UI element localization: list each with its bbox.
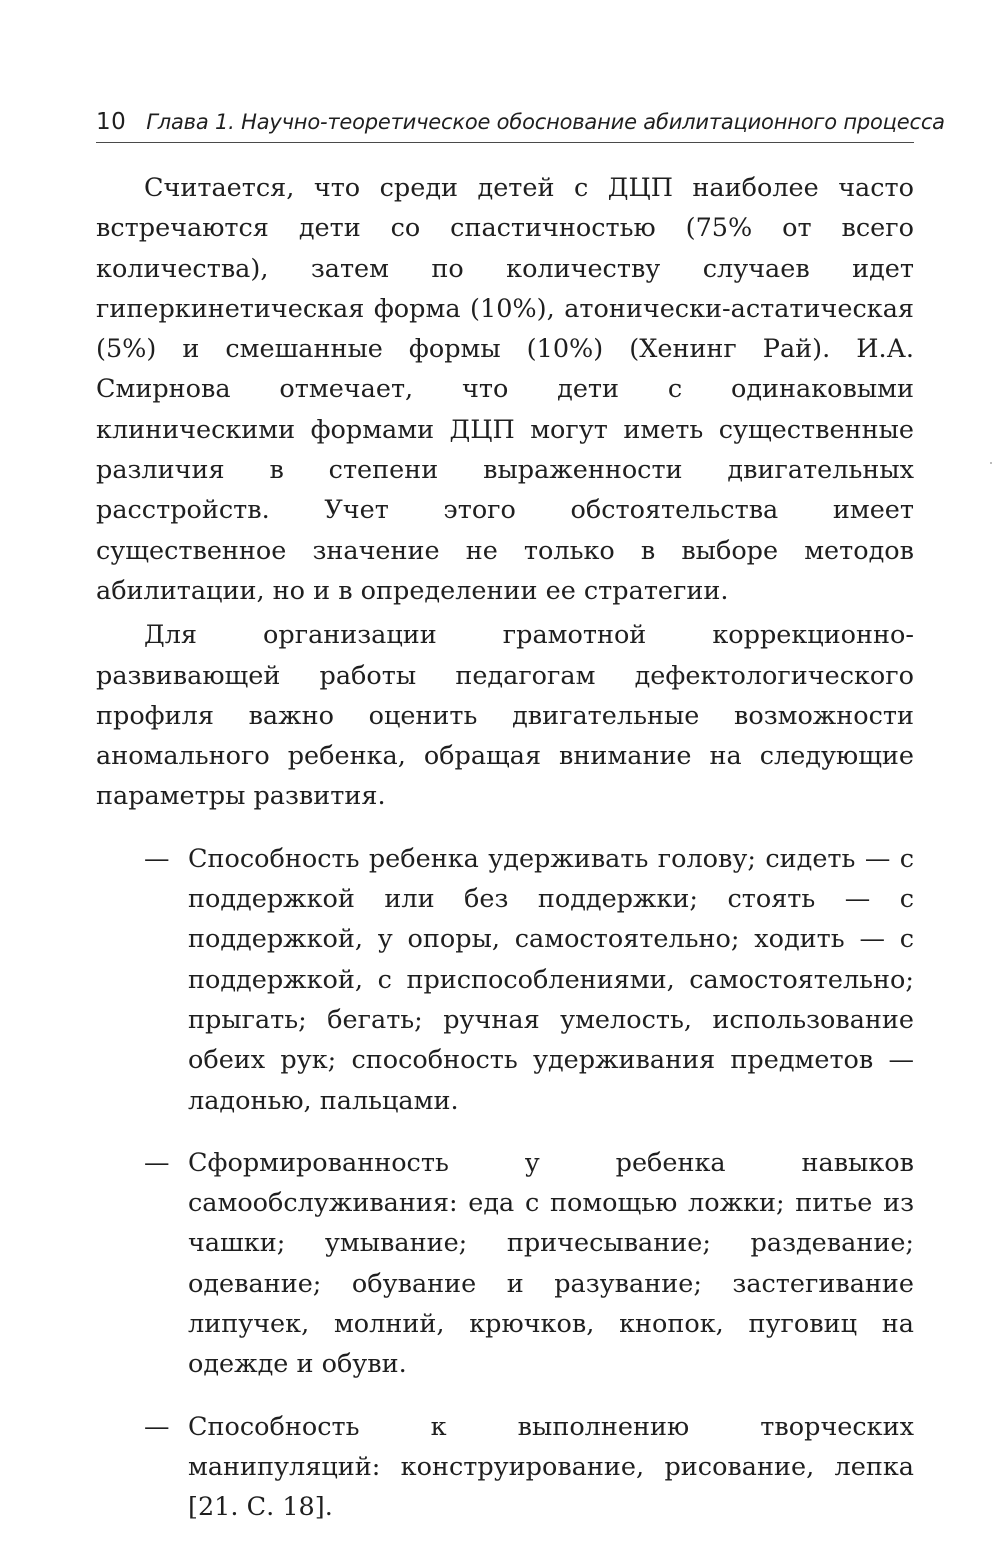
- parameters-list: [96, 839, 914, 1528]
- list-item: [96, 839, 914, 1121]
- list-item: [96, 1407, 914, 1528]
- dash-marker: —: [144, 843, 170, 874]
- running-head: [96, 102, 945, 143]
- list-item-text: Сформированность у ребенка навыков самообслуживания: еда с помощью ложки; питье из чашки; умывание; причесывание; раздевание; одевание; обувание и разувание; застегивание липучек, молний, крючков, кнопок, пуговиц на одежде и обуви.: [188, 1147, 914, 1380]
- margin-dot: [990, 462, 992, 464]
- paragraph: Для организации грамотной коррекционно-развивающей работы педагогам дефектологического профиля важно оценить двигательные возможности аномального ребенка, обращая внимание на следующие параметры развития.: [96, 620, 914, 812]
- dash-marker: —: [144, 1147, 170, 1178]
- body-text: [96, 168, 914, 1550]
- dash-marker: —: [144, 1411, 170, 1442]
- list-item-text: Способность ребенка удерживать голову; сидеть — с поддержкой или без поддержки; стоять — с поддержкой, у опоры, самостоятельно; ходить — с поддержкой, с приспособлениями, самостоятельно; прыгать; бегать; ручная умелость, использование обеих рук; способность удерживания предметов — ладонью, пальцами.: [188, 843, 914, 1116]
- list-item: [96, 1143, 914, 1385]
- page-number: 10: [96, 109, 127, 135]
- chapter-title: Глава 1. Научно-теоретическое обоснование абилитационного процесса: [146, 110, 945, 134]
- paragraph: Считается, что среди детей с ДЦП наиболее часто встречаются дети со спастичностью (75% от всего количества), затем по количеству случаев идет гиперкинетическая форма (10%), атонически-астатическая (5%) и смешанные формы (10%) (Хенинг Рай). И.А. Смирнова отмечает, что дети с одинаковыми клиническими формами ДЦП могут иметь существенные различия в степени выраженности двигательных расстройств. Учет этого обстоятельства имеет существенное значение не только в выборе методов абилитации, но и в определении ее стратегии.: [96, 173, 914, 606]
- list-item-text: Способность к выполнению творческих манипуляций: конструирование, рисование, лепка [21. С. 18].: [188, 1411, 914, 1523]
